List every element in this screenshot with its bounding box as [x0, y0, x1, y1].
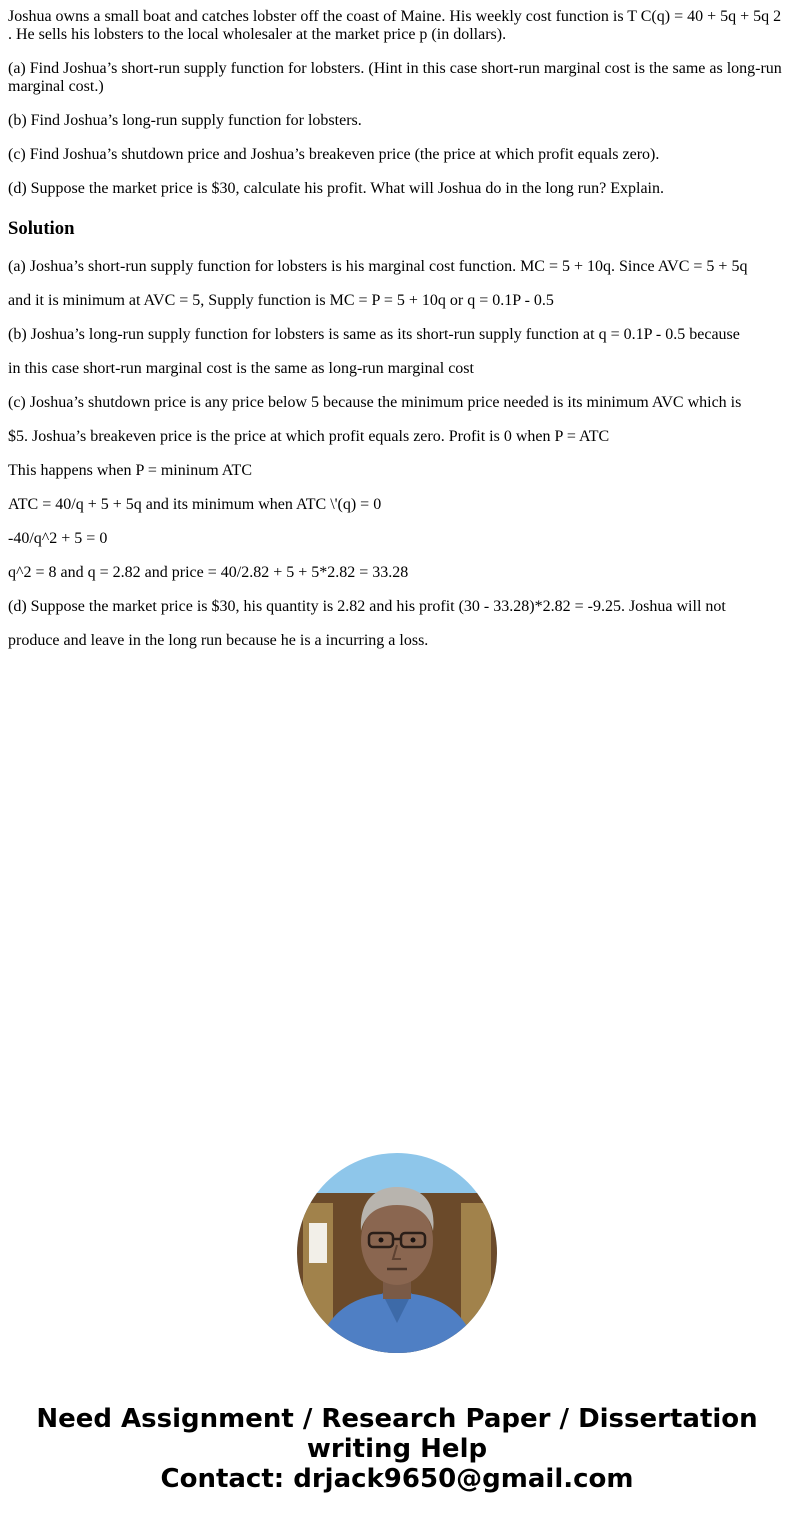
solution-line: ATC = 40/q + 5 + 5q and its minimum when ATC \'(q) = 0 — [8, 496, 382, 513]
solution-line: $5. Joshua’s breakeven price is the price at which profit equals zero. Profit is 0 when P = ATC — [8, 428, 610, 445]
author-portrait-icon — [297, 1153, 497, 1353]
question-part-d: (d) Suppose the market price is $30, calculate his profit. What will Joshua do in the long run? Explain. — [8, 180, 664, 197]
solution-heading: Solution — [8, 218, 75, 239]
solution-line: q^2 = 8 and q = 2.82 and price = 40/2.82 + 5 + 5*2.82 = 33.28 — [8, 564, 409, 581]
solution-line: (b) Joshua’s long-run supply function for lobsters is same as its short-run supply function at q = 0.1P - 0.5 because — [8, 326, 740, 343]
solution-line: (d) Suppose the market price is $30, his quantity is 2.82 and his profit (30 - 33.28)*2.82 = -9.25. Joshua will not — [8, 598, 726, 615]
question-part-a: (a) Find Joshua’s short-run supply function for lobsters. (Hint in this case short-run marginal cost is the same as long-run marginal cost.) — [8, 60, 782, 95]
question-part-c: (c) Find Joshua’s shutdown price and Joshua’s breakeven price (the price at which profit equals zero). — [8, 146, 660, 163]
question-part-b: (b) Find Joshua’s long-run supply function for lobsters. — [8, 112, 362, 129]
solution-line: This happens when P = mininum ATC — [8, 462, 252, 479]
solution-line: and it is minimum at AVC = 5, Supply function is MC = P = 5 + 10q or q = 0.1P - 0.5 — [8, 292, 554, 309]
question-intro: Joshua owns a small boat and catches lobster off the coast of Maine. His weekly cost function is T C(q) = 40 + 5q + 5q 2 . He sells his lobsters to the local wholesaler at the market price p (in dollars). — [8, 8, 782, 43]
solution-line: (a) Joshua’s short-run supply function for lobsters is his marginal cost function. MC = 5 + 10q. Since AVC = 5 + 5q — [8, 258, 748, 275]
author-avatar — [297, 1153, 497, 1353]
solution-line: (c) Joshua’s shutdown price is any price below 5 because the minimum price needed is its minimum AVC which is — [8, 394, 742, 411]
solution-line: produce and leave in the long run because he is a incurring a loss. — [8, 632, 429, 649]
footer-line: Need Assignment / Research Paper / Dissertation — [36, 1404, 758, 1434]
solution-line: in this case short-run marginal cost is the same as long-run marginal cost — [8, 360, 474, 377]
footer-line: writing Help — [306, 1434, 488, 1464]
contact-email: Contact: drjack9650@gmail.com — [160, 1464, 634, 1494]
solution-line: -40/q^2 + 5 = 0 — [8, 530, 108, 547]
contact-footer — [0, 1404, 794, 1494]
document-body — [8, 8, 786, 666]
